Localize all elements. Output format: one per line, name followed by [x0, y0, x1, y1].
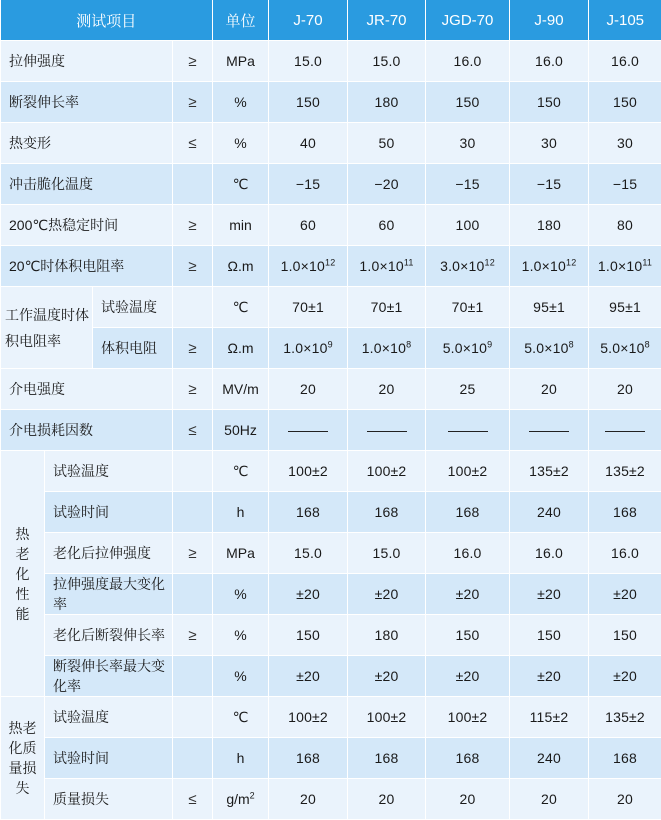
- group-label-heat-aging: 热老化性能: [1, 451, 45, 697]
- group-label-working-resistivity: 工作温度时体积电阻率: [1, 287, 93, 369]
- header-model: J-70: [269, 0, 348, 41]
- value-cell: 30: [510, 123, 589, 164]
- unit-cell: %: [213, 615, 269, 656]
- comparison-sign: ≤: [173, 779, 213, 820]
- mantissa: 3.0×10: [440, 258, 484, 274]
- row-label: 老化后断裂伸长率: [45, 615, 173, 656]
- comparison-sign: ≥: [173, 82, 213, 123]
- unit-cell: Ω.m: [213, 328, 269, 369]
- mantissa: 1.0×10: [283, 340, 327, 356]
- row-label: 热变形: [1, 123, 173, 164]
- row-label: 介电强度: [1, 369, 173, 410]
- comparison-sign: ≥: [173, 615, 213, 656]
- exponent: 12: [325, 257, 335, 267]
- value-cell: 15.0: [269, 533, 348, 574]
- row-tensile: [1, 41, 661, 82]
- value-cell: −15: [589, 164, 661, 205]
- value-cell: [269, 328, 348, 369]
- exponent: 9: [328, 339, 333, 349]
- value-cell: −15: [269, 164, 348, 205]
- comparison-sign: ≥: [173, 369, 213, 410]
- value-cell: [426, 328, 510, 369]
- row-aging-time: [1, 492, 661, 533]
- row-label: 质量损失: [45, 779, 173, 820]
- value-cell: 95±1: [589, 287, 661, 328]
- value-cell: ±20: [269, 574, 348, 615]
- header-model: JGD-70: [426, 0, 510, 41]
- value-cell: 100±2: [426, 697, 510, 738]
- comparison-sign: ≤: [173, 123, 213, 164]
- mantissa: 1.0×10: [362, 340, 406, 356]
- comparison-sign: [173, 451, 213, 492]
- row-work-temp: [1, 287, 661, 328]
- exponent: 11: [642, 257, 652, 267]
- mantissa: 5.0×10: [524, 340, 568, 356]
- value-cell: 150: [426, 82, 510, 123]
- value-cell: 180: [348, 82, 426, 123]
- value-cell: 20: [589, 779, 661, 820]
- comparison-sign: [173, 574, 213, 615]
- value-cell: [589, 246, 661, 287]
- value-cell: 168: [589, 738, 661, 779]
- value-cell: [426, 246, 510, 287]
- value-cell: −15: [510, 164, 589, 205]
- value-cell: 20: [269, 369, 348, 410]
- row-aged-elongation: [1, 615, 661, 656]
- value-cell: 150: [510, 82, 589, 123]
- row-elongation-change: [1, 656, 661, 697]
- value-cell: 20: [269, 779, 348, 820]
- value-cell: ±20: [426, 574, 510, 615]
- empty-dash-cell: [269, 410, 348, 451]
- empty-dash-cell: [510, 410, 589, 451]
- unit-cell: h: [213, 738, 269, 779]
- value-cell: ±20: [348, 656, 426, 697]
- value-cell: ±20: [510, 574, 589, 615]
- exponent: 8: [645, 339, 650, 349]
- value-cell: 20: [426, 779, 510, 820]
- value-cell: 30: [589, 123, 661, 164]
- row-label: 200℃热稳定时间: [1, 205, 173, 246]
- row-heat-deformation: [1, 123, 661, 164]
- comparison-sign: [173, 287, 213, 328]
- value-cell: [348, 246, 426, 287]
- exponent: 8: [406, 339, 411, 349]
- exponent: 12: [566, 257, 576, 267]
- unit-cell: h: [213, 492, 269, 533]
- row-label: 拉伸强度最大变化率: [45, 574, 173, 615]
- unit-cell: ℃: [213, 287, 269, 328]
- value-cell: 16.0: [510, 533, 589, 574]
- value-cell: 168: [426, 492, 510, 533]
- row-work-resistance: [1, 328, 661, 369]
- row-resistivity-20c: [1, 246, 661, 287]
- value-cell: 20: [510, 779, 589, 820]
- value-cell: 20: [510, 369, 589, 410]
- exponent: 11: [404, 257, 414, 267]
- row-brittleness-temp: [1, 164, 661, 205]
- unit-cell: %: [213, 656, 269, 697]
- value-cell: 100: [426, 205, 510, 246]
- comparison-sign: ≥: [173, 205, 213, 246]
- value-cell: 100±2: [269, 451, 348, 492]
- value-cell: [589, 328, 661, 369]
- row-label: 试验温度: [45, 451, 173, 492]
- mantissa: 1.0×10: [598, 258, 642, 274]
- comparison-sign: ≥: [173, 533, 213, 574]
- comparison-sign: [173, 492, 213, 533]
- value-cell: −20: [348, 164, 426, 205]
- header-row: [1, 0, 661, 41]
- row-label: 介电损耗因数: [1, 410, 173, 451]
- row-label: 试验温度: [93, 287, 173, 328]
- value-cell: 168: [348, 492, 426, 533]
- value-cell: 16.0: [589, 533, 661, 574]
- row-tensile-change: [1, 574, 661, 615]
- unit-base: g/m: [226, 791, 249, 807]
- value-cell: ±20: [426, 656, 510, 697]
- unit-cell: min: [213, 205, 269, 246]
- mantissa: 5.0×10: [600, 340, 644, 356]
- value-cell: 60: [348, 205, 426, 246]
- value-cell: 100±2: [426, 451, 510, 492]
- value-cell: 168: [426, 738, 510, 779]
- value-cell: ±20: [348, 574, 426, 615]
- empty-dash-cell: [589, 410, 661, 451]
- row-mass-time: [1, 738, 661, 779]
- value-cell: ±20: [589, 574, 661, 615]
- value-cell: 20: [589, 369, 661, 410]
- value-cell: 40: [269, 123, 348, 164]
- value-cell: 100±2: [348, 697, 426, 738]
- row-label: 体积电阻: [93, 328, 173, 369]
- row-label: 断裂伸长率最大变化率: [45, 656, 173, 697]
- value-cell: ±20: [269, 656, 348, 697]
- value-cell: 16.0: [589, 41, 661, 82]
- row-aging-temp: [1, 451, 661, 492]
- value-cell: 150: [426, 615, 510, 656]
- row-label: 拉伸强度: [1, 41, 173, 82]
- value-cell: [269, 246, 348, 287]
- row-label: 试验时间: [45, 492, 173, 533]
- value-cell: 168: [269, 738, 348, 779]
- value-cell: 100±2: [348, 451, 426, 492]
- row-label: 试验温度: [45, 697, 173, 738]
- value-cell: 50: [348, 123, 426, 164]
- value-cell: 150: [269, 82, 348, 123]
- exponent: 12: [485, 257, 495, 267]
- value-cell: 168: [348, 738, 426, 779]
- value-cell: 30: [426, 123, 510, 164]
- row-label: 老化后拉伸强度: [45, 533, 173, 574]
- comparison-sign: [173, 697, 213, 738]
- row-label: 冲击脆化温度: [1, 164, 173, 205]
- exponent: 9: [487, 339, 492, 349]
- comparison-sign: ≥: [173, 328, 213, 369]
- dash-line: [288, 431, 328, 432]
- header-test-item: 测试项目: [1, 0, 213, 41]
- unit-cell: ℃: [213, 697, 269, 738]
- value-cell: 150: [510, 615, 589, 656]
- unit-cell: MPa: [213, 533, 269, 574]
- value-cell: 150: [589, 615, 661, 656]
- header-model: J-105: [589, 0, 661, 41]
- value-cell: 16.0: [426, 533, 510, 574]
- unit-cell: [213, 779, 269, 820]
- value-cell: 150: [589, 82, 661, 123]
- value-cell: 70±1: [269, 287, 348, 328]
- dash-line: [529, 431, 569, 432]
- comparison-sign: [173, 164, 213, 205]
- row-mass-temp: [1, 697, 661, 738]
- value-cell: 70±1: [426, 287, 510, 328]
- value-cell: 168: [589, 492, 661, 533]
- unit-cell: Ω.m: [213, 246, 269, 287]
- row-dielectric-loss: [1, 410, 661, 451]
- value-cell: 15.0: [348, 41, 426, 82]
- row-elongation: [1, 82, 661, 123]
- value-cell: 240: [510, 492, 589, 533]
- value-cell: 115±2: [510, 697, 589, 738]
- unit-cell: ℃: [213, 164, 269, 205]
- value-cell: 150: [269, 615, 348, 656]
- value-cell: 20: [348, 369, 426, 410]
- value-cell: ±20: [510, 656, 589, 697]
- comparison-sign: ≤: [173, 410, 213, 451]
- comparison-sign: [173, 738, 213, 779]
- row-mass-loss: [1, 779, 661, 820]
- value-cell: −15: [426, 164, 510, 205]
- unit-cell: 50Hz: [213, 410, 269, 451]
- header-model: JR-70: [348, 0, 426, 41]
- row-label: 20℃时体积电阻率: [1, 246, 173, 287]
- value-cell: 135±2: [589, 451, 661, 492]
- mantissa: 5.0×10: [443, 340, 487, 356]
- unit-cell: MV/m: [213, 369, 269, 410]
- empty-dash-cell: [348, 410, 426, 451]
- comparison-sign: ≥: [173, 246, 213, 287]
- value-cell: 80: [589, 205, 661, 246]
- unit-exponent: 2: [250, 790, 255, 800]
- unit-cell: MPa: [213, 41, 269, 82]
- exponent: 8: [569, 339, 574, 349]
- value-cell: 60: [269, 205, 348, 246]
- comparison-sign: ≥: [173, 41, 213, 82]
- unit-cell: ℃: [213, 451, 269, 492]
- value-cell: 100±2: [269, 697, 348, 738]
- value-cell: [510, 328, 589, 369]
- group-label-mass-loss: 热老化质量损失: [1, 697, 45, 820]
- value-cell: 240: [510, 738, 589, 779]
- value-cell: 168: [269, 492, 348, 533]
- value-cell: 15.0: [269, 41, 348, 82]
- unit-cell: %: [213, 574, 269, 615]
- mantissa: 1.0×10: [522, 258, 566, 274]
- value-cell: [348, 328, 426, 369]
- mantissa: 1.0×10: [281, 258, 325, 274]
- value-cell: 95±1: [510, 287, 589, 328]
- dash-line: [448, 431, 488, 432]
- header-model: J-90: [510, 0, 589, 41]
- row-thermal-stability: [1, 205, 661, 246]
- dash-line: [605, 431, 645, 432]
- value-cell: 15.0: [348, 533, 426, 574]
- header-unit: 单位: [213, 0, 269, 41]
- value-cell: 16.0: [510, 41, 589, 82]
- value-cell: 135±2: [510, 451, 589, 492]
- value-cell: 25: [426, 369, 510, 410]
- value-cell: ±20: [589, 656, 661, 697]
- value-cell: [510, 246, 589, 287]
- value-cell: 135±2: [589, 697, 661, 738]
- value-cell: 180: [348, 615, 426, 656]
- dash-line: [367, 431, 407, 432]
- unit-cell: %: [213, 123, 269, 164]
- mantissa: 1.0×10: [359, 258, 403, 274]
- value-cell: 180: [510, 205, 589, 246]
- comparison-sign: [173, 656, 213, 697]
- row-label: 试验时间: [45, 738, 173, 779]
- value-cell: 70±1: [348, 287, 426, 328]
- empty-dash-cell: [426, 410, 510, 451]
- unit-cell: %: [213, 82, 269, 123]
- value-cell: 20: [348, 779, 426, 820]
- row-dielectric-strength: [1, 369, 661, 410]
- row-label: 断裂伸长率: [1, 82, 173, 123]
- row-aged-tensile: [1, 533, 661, 574]
- value-cell: 16.0: [426, 41, 510, 82]
